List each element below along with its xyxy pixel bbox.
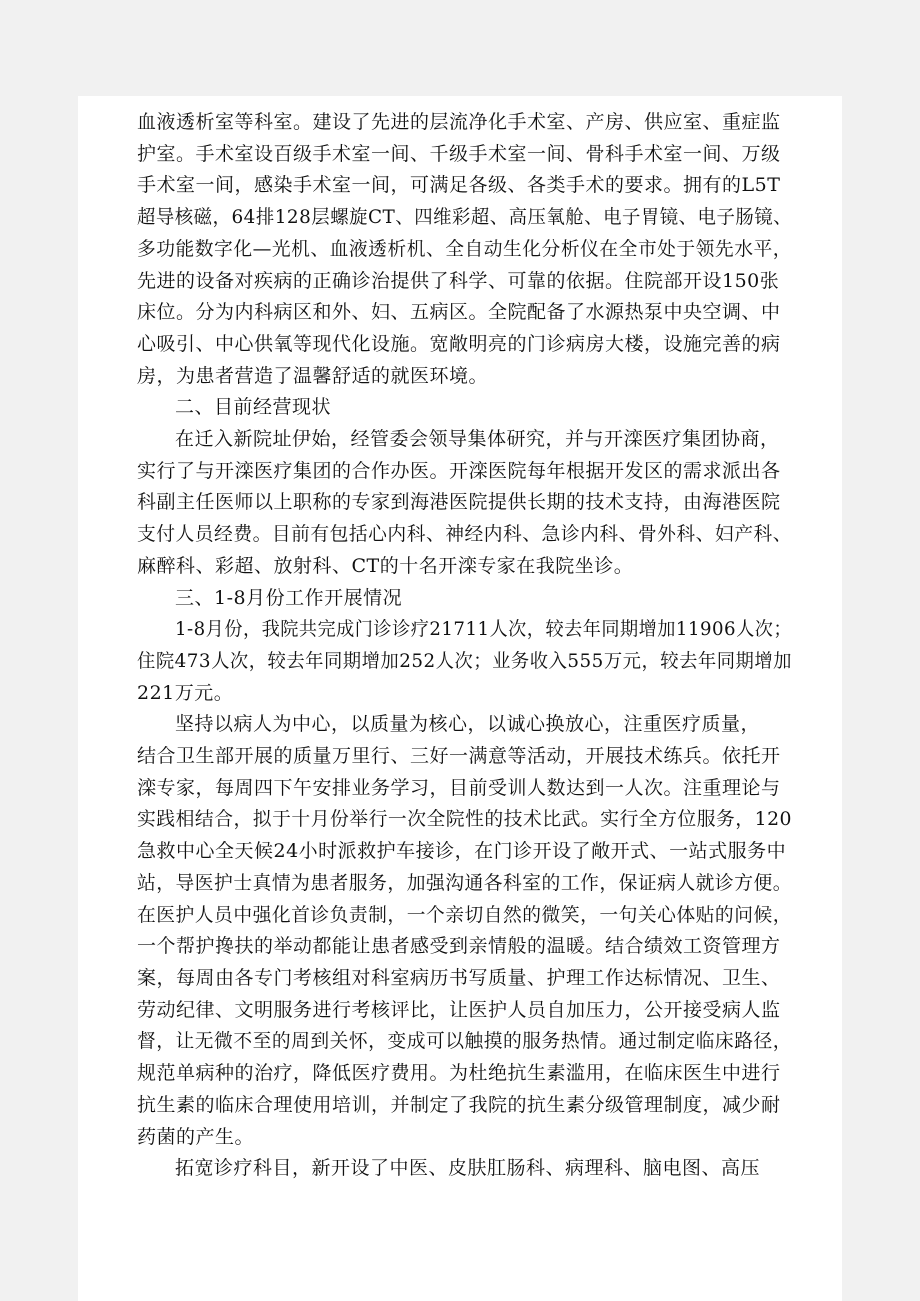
text-line: 药菌的产生。 [137,1125,255,1148]
text-line: 实行了与开滦医疗集团的合作办医。开滦医院每年根据开发区的需求派出各 [137,459,781,482]
paragraph-operations [137,424,792,583]
paragraph-statistics [137,614,792,709]
text-line: 抗生素的临床合理使用培训，并制定了我院的抗生素分级管理制度，减少耐 [137,1093,781,1116]
text-line: 护室。手术室设百级手术室一间、千级手术室一间、骨科手术室一间、万级 [137,142,781,165]
paragraph-quality [137,709,792,1153]
text-line: 督，让无微不至的周到关怀，变成可以触摸的服务热情。通过制定临床路径， [137,1030,792,1053]
text-line: 1-8月份，我院共完成门诊诊疗21711人次，较去年同期增加11906人次； [175,618,792,641]
text-line: 规范单病种的治疗，降低医疗费用。为杜绝抗生素滥用，在临床医生中进行 [137,1062,781,1085]
text-line: 急救中心全天候24小时派救护车接诊，在门诊开设了敞开式、一站式服务中 [137,840,787,863]
text-line: 221万元。 [137,681,234,704]
section-heading-2 [137,392,792,424]
text-line: 床位。分为内科病区和外、妇、五病区。全院配备了水源热泵中央空调、中 [137,301,781,324]
text-line: 拓宽诊疗科目，新开设了中医、皮肤肛肠科、病理科、脑电图、高压 [175,1157,761,1180]
text-line: 在迁入新院址伊始，经管委会领导集体研究，并与开滦医疗集团协商， [175,428,780,451]
section-heading-3 [137,583,792,615]
text-line: 手术室一间，感染手术室一间，可满足各级、各类手术的要求。拥有的L5T [137,174,781,197]
text-line: 超导核磁，64排128层螺旋CT、四维彩超、高压氧舱、电子胃镜、电子肠镜、 [137,206,792,229]
text-line: 先进的设备对疾病的正确诊治提供了科学、可靠的依据。住院部开设150张 [137,269,780,292]
text-line: 麻醉科、彩超、放射科、CT的十名开滦专家在我院坐诊。 [137,554,634,577]
text-line: 结合卫生部开展的质量万里行、三好一满意等活动，开展技术练兵。依托开 [137,745,781,768]
text-line: 多功能数字化—光机、血液透析机、全自动生化分析仪在全市处于领先水平， [137,237,792,260]
text-line: 血液透析室等科室。建设了先进的层流净化手术室、产房、供应室、重症监 [137,111,781,133]
document-body [137,107,792,1185]
heading-text: 二、目前经营现状 [175,396,332,419]
text-line: 一个帮护搀扶的举动都能让患者感受到亲情般的温暖。结合绩效工资管理方 [137,935,781,958]
text-line: 房，为患者营造了温馨舒适的就医环境。 [137,364,489,387]
text-line: 劳动纪律、文明服务进行考核评比，让医护人员自加压力，公开接受病人监 [137,998,781,1021]
text-line: 在医护人员中强化首诊负责制，一个亲切自然的微笑，一句关心体贴的问候， [137,903,792,926]
text-line: 科副主任医师以上职称的专家到海港医院提供长期的技术支持，由海港医院 [137,491,781,514]
paragraph-facilities [137,107,792,392]
text-line: 住院473人次，较去年同期增加252人次；业务收入555万元，较去年同期增加 [137,649,792,672]
text-line: 站，导医护士真情为患者服务，加强沟通各科室的工作，保证病人就诊方便。 [137,871,792,894]
text-line: 心吸引、中心供氧等现代化设施。宽敞明亮的门诊病房大楼，设施完善的病 [137,332,781,355]
text-line: 坚持以病人为中心，以质量为核心，以诚心换放心，注重医疗质量， [175,713,761,736]
text-line: 滦专家，每周四下午安排业务学习，目前受训人数达到一人次。注重理论与 [137,776,781,799]
text-line: 支付人员经费。目前有包括心内科、神经内科、急诊内科、骨外科、妇产科、 [137,523,792,546]
paragraph-departments [137,1153,792,1185]
text-line: 实践相结合，拟于十月份举行一次全院性的技术比武。实行全方位服务，120 [137,808,792,831]
text-line: 案，每周由各专门考核组对科室病历书写质量、护理工作达标情况、卫生、 [137,966,781,989]
heading-text: 三、1-8月份工作开展情况 [175,586,403,609]
